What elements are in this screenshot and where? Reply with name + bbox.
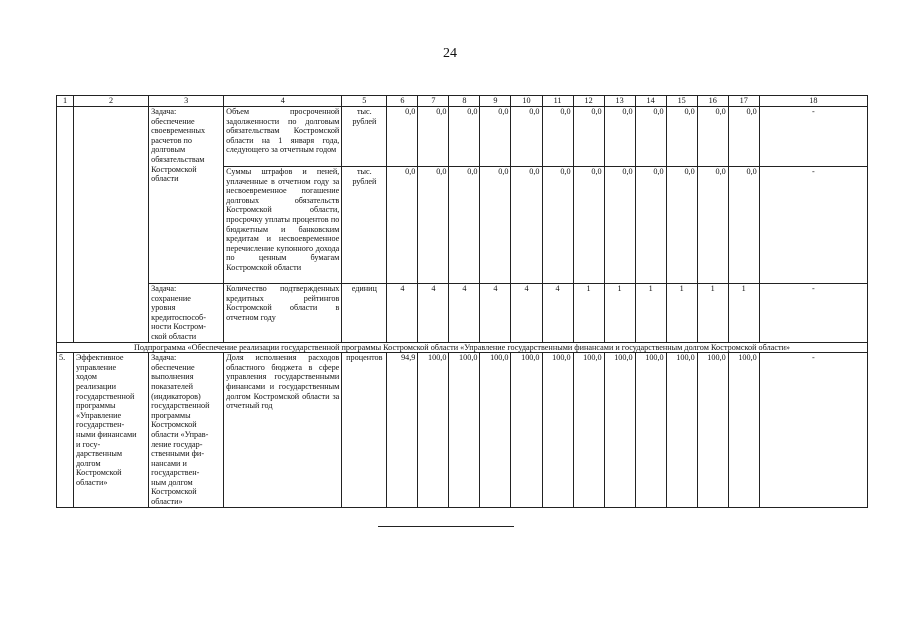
table-row — [57, 353, 868, 508]
value-cell: 0,0 — [480, 167, 511, 284]
number-cell — [57, 107, 74, 343]
header-cell: 16 — [697, 96, 728, 107]
value-cell: 0,0 — [604, 107, 635, 167]
value-cell: 4 — [449, 284, 480, 343]
value-cell: 0,0 — [480, 107, 511, 167]
value-cell: 0,0 — [697, 107, 728, 167]
header-cell: 12 — [573, 96, 604, 107]
header-cell: 13 — [604, 96, 635, 107]
subprogram-row — [57, 342, 868, 353]
note-cell: - — [759, 284, 867, 343]
header-cell: 4 — [224, 96, 342, 107]
value-cell: 1 — [604, 284, 635, 343]
value-cell: 0,0 — [542, 107, 573, 167]
value-cell: 100,0 — [511, 353, 542, 508]
value-cell: 4 — [542, 284, 573, 343]
page-number: 24 — [443, 46, 457, 61]
value-cell: 100,0 — [542, 353, 573, 508]
header-cell: 9 — [480, 96, 511, 107]
header-cell: 7 — [418, 96, 449, 107]
task-cell: Задача: обеспечение выполнения показателей (индикаторов) государственной программы Костромской области «Управ- ление государ- ственными фи- нансами и государствен- ным долгом Костромской области» — [149, 353, 224, 508]
header-cell: 14 — [635, 96, 666, 107]
header-cell: 5 — [342, 96, 387, 107]
value-cell: 0,0 — [728, 107, 759, 167]
value-cell: 100,0 — [604, 353, 635, 508]
value-cell: 0,0 — [635, 107, 666, 167]
header-cell: 10 — [511, 96, 542, 107]
task-cell: Задача: обеспечение своевременных расчетов по долговым обязательствам Костромской области — [149, 107, 224, 284]
value-cell: 0,0 — [573, 107, 604, 167]
table-row — [57, 284, 868, 343]
value-cell: 94,9 — [387, 353, 418, 508]
header-row — [57, 96, 868, 107]
note-cell: - — [759, 107, 867, 167]
header-cell: 2 — [74, 96, 149, 107]
value-cell: 100,0 — [573, 353, 604, 508]
value-cell: 1 — [728, 284, 759, 343]
value-cell: 0,0 — [697, 167, 728, 284]
value-cell: 0,0 — [511, 167, 542, 284]
goal-cell: Эффективное управление ходом реализации государственной программы «Управление государствен- ными финансами и госу- дарственным долгом Костромской области» — [74, 353, 149, 508]
value-cell: 0,0 — [542, 167, 573, 284]
value-cell: 100,0 — [418, 353, 449, 508]
table-row — [57, 107, 868, 167]
unit-cell: тыс. рублей — [342, 107, 387, 167]
value-cell: 4 — [387, 284, 418, 343]
value-cell: 4 — [511, 284, 542, 343]
value-cell: 1 — [666, 284, 697, 343]
value-cell: 100,0 — [666, 353, 697, 508]
number-cell: 5. — [57, 353, 74, 508]
header-cell: 17 — [728, 96, 759, 107]
goal-cell — [74, 107, 149, 343]
indicator-cell: Доля исполнения расходов областного бюджета в сфере управления государственными финансами и государственным долгом Костромской области за отчетный год — [224, 353, 342, 508]
task-cell: Задача: сохранение уровня кредитоспособ- ности Костром- ской области — [149, 284, 224, 343]
value-cell: 4 — [418, 284, 449, 343]
indicator-cell: Суммы штрафов и пеней, уплаченные в отчетном году за несвоевременное погашение долговых обязательств Костромской области, просрочку уплаты процентов по бюджетным и банковским кредитам и несвоевременное перечисление купонного дохода по ценным бумагам Костромской области — [224, 167, 342, 284]
value-cell: 0,0 — [573, 167, 604, 284]
value-cell: 0,0 — [418, 107, 449, 167]
note-cell: - — [759, 167, 867, 284]
value-cell: 0,0 — [666, 167, 697, 284]
indicator-cell: Объем просроченной задолженности по долговым обязательствам Костромской области на 1 января года, следующего за отчетным годом — [224, 107, 342, 167]
header-cell: 11 — [542, 96, 573, 107]
value-cell: 0,0 — [387, 167, 418, 284]
unit-cell: процентов — [342, 353, 387, 508]
value-cell: 100,0 — [449, 353, 480, 508]
value-cell: 0,0 — [604, 167, 635, 284]
footer-divider — [378, 526, 514, 527]
header-cell: 8 — [449, 96, 480, 107]
unit-cell: тыс. рублей — [342, 167, 387, 284]
value-cell: 0,0 — [449, 107, 480, 167]
header-cell: 3 — [149, 96, 224, 107]
header-cell: 6 — [387, 96, 418, 107]
value-cell: 4 — [480, 284, 511, 343]
value-cell: 100,0 — [635, 353, 666, 508]
value-cell: 1 — [635, 284, 666, 343]
note-cell: - — [759, 353, 867, 508]
value-cell: 1 — [573, 284, 604, 343]
header-cell: 1 — [57, 96, 74, 107]
value-cell: 0,0 — [387, 107, 418, 167]
value-cell: 0,0 — [511, 107, 542, 167]
value-cell: 100,0 — [697, 353, 728, 508]
unit-cell: единиц — [342, 284, 387, 343]
value-cell: 0,0 — [635, 167, 666, 284]
subprogram-title: Подпрограмма «Обеспечение реализации государственной программы Костромской области «Управление государственными финансами и государственным долгом Костромской области» — [57, 342, 868, 353]
header-cell: 15 — [666, 96, 697, 107]
value-cell: 0,0 — [449, 167, 480, 284]
indicator-cell: Количество подтвержденных кредитных рейтингов Костромской области в отчетном году — [224, 284, 342, 343]
value-cell: 0,0 — [666, 107, 697, 167]
value-cell: 1 — [697, 284, 728, 343]
header-cell: 18 — [759, 96, 867, 107]
value-cell: 100,0 — [480, 353, 511, 508]
value-cell: 100,0 — [728, 353, 759, 508]
value-cell: 0,0 — [418, 167, 449, 284]
indicators-table — [56, 95, 868, 508]
value-cell: 0,0 — [728, 167, 759, 284]
